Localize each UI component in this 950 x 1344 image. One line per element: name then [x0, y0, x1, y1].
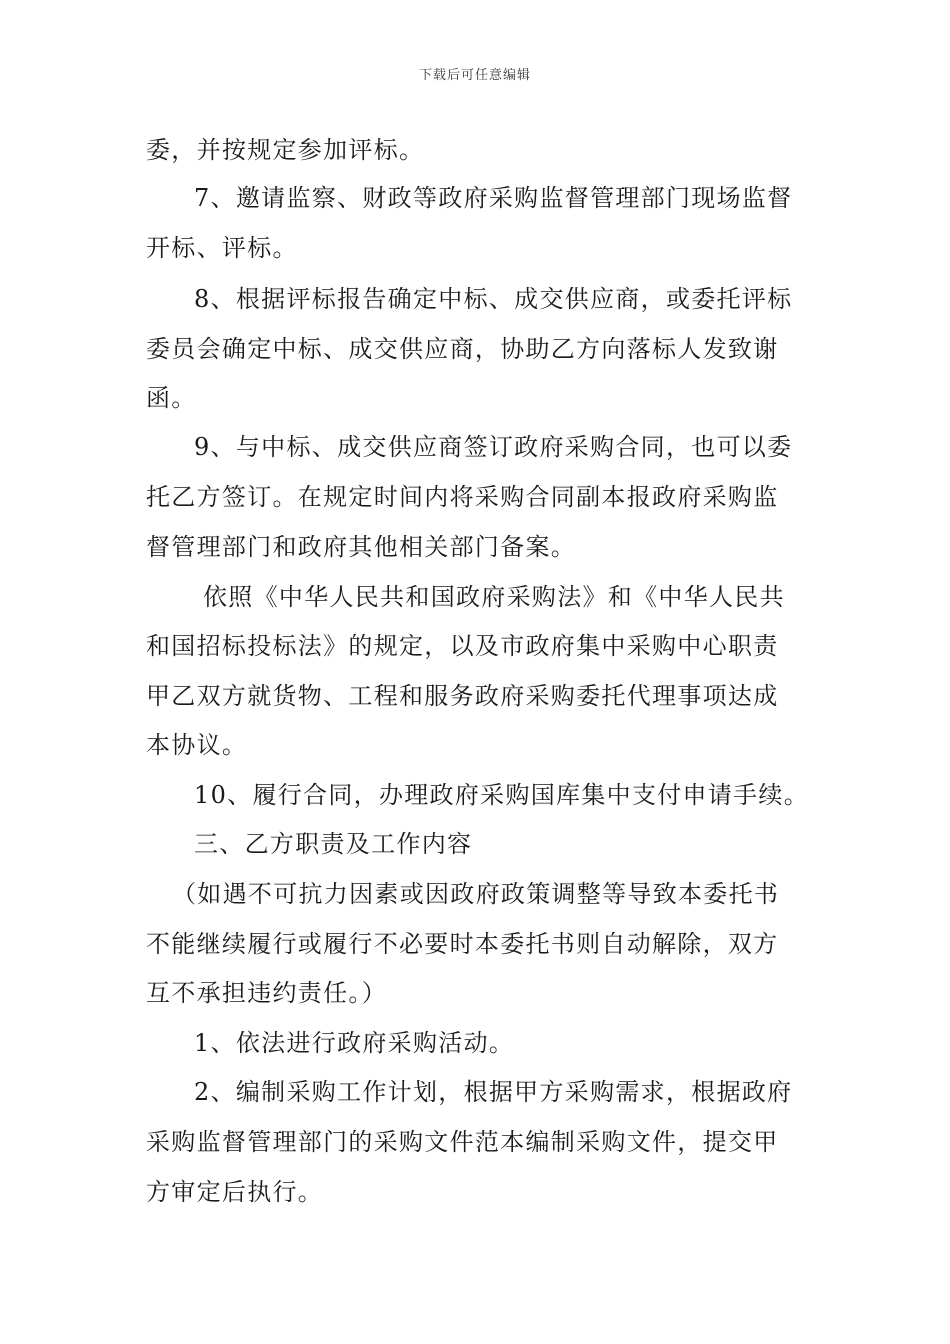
- page-header: 下载后可任意编辑: [418, 68, 531, 83]
- text-line: 方审定后执行。: [146, 1178, 324, 1206]
- text-line: 7、邀请监察、财政等政府采购监督管理部门现场监督: [194, 184, 793, 212]
- text-line: 采购监督管理部门的采购文件范本编制采购文件，提交甲: [146, 1128, 779, 1156]
- text-line: 不能继续履行或履行不必要时本委托书则自动解除，双方: [146, 930, 779, 958]
- text-line: 甲乙双方就货物、工程和服务政府采购委托代理事项达成: [146, 682, 779, 710]
- text-line: 三、乙方职责及工作内容: [194, 830, 473, 858]
- text-line: 本协议。: [146, 731, 248, 759]
- text-line: 1、依法进行政府采购活动。: [194, 1029, 515, 1057]
- text-line: 和国招标投标法》的规定，以及市政府集中采购中心职责: [146, 632, 779, 660]
- text-line: 8、根据评标报告确定中标、成交供应商，或委托评标: [194, 285, 793, 313]
- text-line: 督管理部门和政府其他相关部门备案。: [146, 533, 577, 561]
- text-line: 10、履行合同，办理政府采购国库集中支付申请手续。: [194, 781, 810, 809]
- text-line: 2、编制采购工作计划，根据甲方采购需求，根据政府: [194, 1078, 793, 1106]
- text-line: 委，并按规定参加评标。: [146, 136, 425, 164]
- text-line: 函。: [146, 384, 197, 412]
- text-line: 9、与中标、成交供应商签订政府采购合同，也可以委: [194, 433, 793, 461]
- text-line: 互不承担违约责任。）: [146, 979, 387, 1007]
- text-line: 依照《中华人民共和国政府采购法》和《中华人民共: [203, 583, 785, 611]
- text-line: （如遇不可抗力因素或因政府政策调整等导致本委托书: [172, 880, 780, 908]
- text-line: 委员会确定中标、成交供应商，协助乙方向落标人发致谢: [146, 335, 779, 363]
- text-line: 开标、评标。: [146, 234, 298, 262]
- text-line: 托乙方签订。在规定时间内将采购合同副本报政府采购监: [146, 483, 779, 511]
